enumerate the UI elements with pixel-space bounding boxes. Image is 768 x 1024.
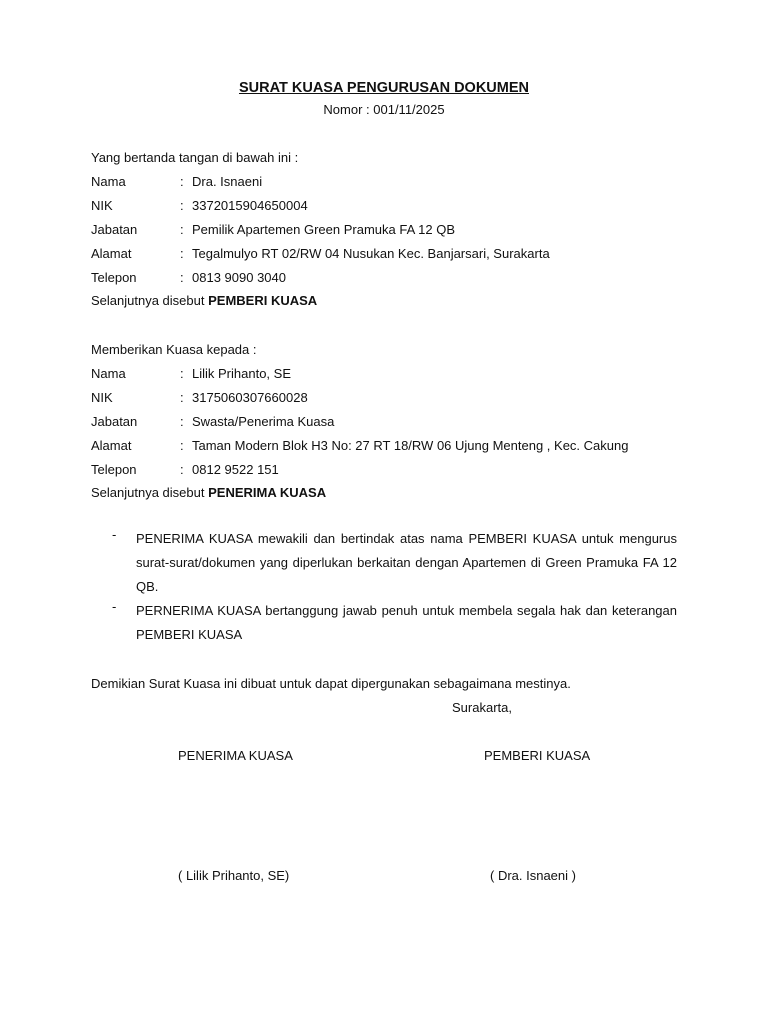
penerima-designation [91,485,326,500]
pemberi-row-nik [91,198,308,213]
field-label: Nama [91,174,126,189]
point-1: PENERIMA KUASA mewakili dan bertindak atas nama PEMBERI KUASA untuk mengurus surat-surat/dokumen yang diperlukan berkaitan dengan Apartemen di Green Pramuka FA 12 QB. [136,531,677,594]
penerima-row-nama [91,366,291,381]
document-title: SURAT KUASA PENGURUSAN DOKUMEN [238,80,529,96]
field-value: 0812 9522 151 [192,462,279,477]
field-value: Taman Modern Blok H3 No: 27 RT 18/RW 06 Ujung Menteng , Kec. Cakung [192,438,629,453]
field-label: Alamat [91,438,132,453]
pemberi-row-nama [91,174,262,189]
penerima-row-nik [91,390,308,405]
field-label: Telepon [91,462,137,477]
field-value: Dra. Isnaeni [192,174,263,189]
field-colon: : [180,366,184,381]
field-colon: : [180,270,184,285]
signature-left-role: PENERIMA KUASA [178,748,293,763]
bullet-mark: - [112,527,117,542]
field-value: Pemilik Apartemen Green Pramuka FA 12 QB [192,222,456,237]
field-colon: : [180,246,184,261]
field-label: Telepon [91,270,137,285]
field-value: Lilik Prihanto, SE [192,366,291,381]
field-value: 0813 9090 3040 [192,270,286,285]
pemberi-row-alamat [91,246,550,261]
closing-text: Demikian Surat Kuasa ini dibuat untuk dapat dipergunakan sebagaimana mestinya. [91,676,571,691]
field-label: NIK [91,198,113,213]
designation-role: PENERIMA KUASA [208,485,327,500]
place-date: Surakarta, [452,700,512,715]
penerima-row-telepon [91,462,279,477]
signature-left-name: ( Lilik Prihanto, SE) [178,868,290,883]
designation-role: PEMBERI KUASA [208,293,318,308]
field-colon: : [180,462,184,477]
field-colon: : [180,390,184,405]
pemberi-designation [91,293,317,308]
field-colon: : [180,414,184,429]
field-label: Nama [91,366,126,381]
penerima-row-alamat [91,438,628,453]
field-colon: : [180,198,184,213]
signature-right-role: PEMBERI KUASA [484,748,591,763]
field-colon: : [180,222,184,237]
designation-prefix: Selanjutnya disebut [91,485,205,500]
field-colon: : [180,174,184,189]
penerima-row-jabatan [91,414,334,429]
designation-prefix: Selanjutnya disebut [91,293,205,308]
point-2: PERNERIMA KUASA bertanggung jawab penuh untuk membela segala hak dan keterangan PEMBERI KUASA [136,603,677,642]
field-value: Tegalmulyo RT 02/RW 04 Nusukan Kec. Banjarsari, Surakarta [192,246,550,261]
signature-right-name: ( Dra. Isnaeni ) [490,868,576,883]
field-label: Jabatan [91,414,138,429]
field-label: Jabatan [91,222,138,237]
document-number: Nomor : 001/11/2025 [323,102,445,117]
field-value: 3175060307660028 [192,390,308,405]
field-value: Swasta/Penerima Kuasa [192,414,335,429]
intro-text: Yang bertanda tangan di bawah ini : [91,150,299,165]
field-label: Alamat [91,246,132,261]
field-label: NIK [91,390,113,405]
pemberi-row-telepon [91,270,286,285]
pemberi-row-jabatan [91,222,455,237]
bullet-mark: - [112,599,117,614]
field-value: 3372015904650004 [192,198,308,213]
field-colon: : [180,438,184,453]
intro2-text: Memberikan Kuasa kepada : [91,342,257,357]
